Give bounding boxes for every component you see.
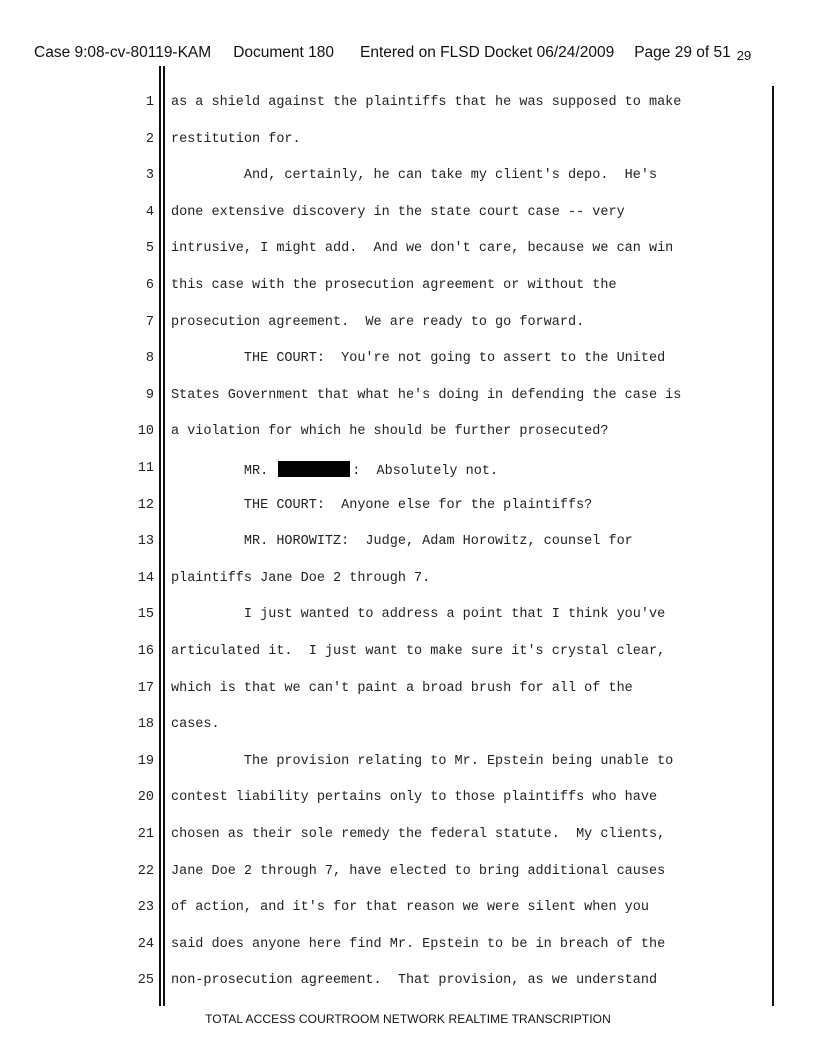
line-text: I just wanted to address a point that I think you've: [171, 607, 666, 623]
document-number: Document 180: [233, 44, 334, 61]
line-number: 19: [137, 753, 154, 769]
line-text: plaintiffs Jane Doe 2 through 7.: [171, 570, 431, 586]
line-text: chosen as their sole remedy the federal statute. My clients,: [171, 827, 666, 842]
line-text: THE COURT: Anyone else for the plaintiffs?: [171, 497, 593, 513]
transcript-line: [0, 343, 816, 380]
line-number: 17: [137, 680, 154, 696]
transcript-line: [0, 453, 816, 490]
transcript-line: [0, 819, 816, 856]
transcript-line: [0, 929, 816, 966]
transcript-line: [0, 709, 816, 746]
transcript-line: [0, 197, 816, 234]
transcript-line: [0, 673, 816, 710]
line-text: contest liability pertains only to those plaintiffs who have: [171, 790, 658, 806]
line-number: 6: [145, 278, 154, 293]
line-text: of action, and it's for that reason we were silent when you: [171, 900, 649, 916]
line-text: THE COURT: You're not going to assert to the United: [171, 351, 666, 367]
line-number: 25: [137, 973, 154, 989]
line-text: this case with the prosecution agreement or without the: [171, 278, 617, 293]
transcript-line: [0, 160, 816, 197]
transcript-line: [0, 892, 816, 929]
speaker-prefix: MR.: [171, 464, 269, 479]
case-number: Case 9:08-cv-80119-KAM: [34, 44, 212, 61]
transcript-line: [0, 124, 816, 161]
transcript-line: [0, 380, 816, 417]
line-text-redacted: [171, 461, 498, 479]
redaction-bar: [278, 461, 350, 477]
line-text: intrusive, I might add. And we don't care, because we can win: [171, 241, 674, 257]
line-text: And, certainly, he can take my client's depo. He's: [171, 168, 658, 184]
transcript-line: [0, 636, 816, 673]
line-text: Jane Doe 2 through 7, have elected to bring additional causes: [171, 863, 666, 879]
line-number: 1: [145, 95, 154, 110]
line-text: which is that we can't paint a broad brush for all of the: [171, 680, 633, 696]
line-text-remainder: : Absolutely not.: [352, 464, 499, 479]
line-text: as a shield against the plaintiffs that he was supposed to make: [171, 95, 682, 110]
line-number: 20: [137, 790, 154, 806]
transcript-line: [0, 563, 816, 600]
transcript-line: [0, 270, 816, 307]
transcript-line: [0, 856, 816, 893]
court-filing-header: [34, 44, 774, 66]
line-text: a violation for which he should be further prosecuted?: [171, 424, 609, 440]
line-text: States Government that what he's doing in defending the case is: [171, 387, 682, 403]
line-number: 21: [137, 827, 154, 842]
line-text: The provision relating to Mr. Epstein being unable to: [171, 753, 674, 769]
line-text: restitution for.: [171, 131, 301, 147]
transcript-page-number: 29: [736, 48, 752, 63]
line-number: 9: [145, 387, 154, 403]
line-number: 22: [137, 863, 154, 879]
page-count: Page 29 of 51: [634, 44, 731, 61]
line-number: 16: [137, 644, 154, 659]
transcript-line: [0, 416, 816, 453]
line-number: 15: [137, 607, 154, 623]
transcription-footer: TOTAL ACCESS COURTROOM NETWORK REALTIME TRANSCRIPTION: [205, 1012, 611, 1026]
line-number: 4: [145, 204, 154, 220]
transcript-line: [0, 526, 816, 563]
line-number: 3: [145, 168, 154, 184]
transcript-line: [0, 307, 816, 344]
docket-entry-date: Entered on FLSD Docket 06/24/2009: [360, 44, 615, 61]
transcript-line: [0, 746, 816, 783]
transcript-line: [0, 782, 816, 819]
line-number: 11: [137, 461, 154, 476]
line-text: MR. HOROWITZ: Judge, Adam Horowitz, counsel for: [171, 534, 633, 550]
line-number: 5: [145, 241, 154, 257]
line-number: 10: [137, 424, 154, 440]
line-number: 23: [137, 900, 154, 916]
line-number: 7: [145, 314, 154, 330]
transcript-line: [0, 490, 816, 527]
line-number: 2: [145, 131, 154, 147]
line-text: cases.: [171, 717, 220, 733]
transcript-line: [0, 599, 816, 636]
line-number: 18: [137, 717, 154, 733]
transcript-line: [0, 87, 816, 124]
transcript-line: [0, 233, 816, 270]
line-number: 13: [137, 534, 154, 550]
line-text: non-prosecution agreement. That provision, as we understand: [171, 973, 658, 989]
line-number: 12: [137, 497, 154, 513]
line-text: said does anyone here find Mr. Epstein to be in breach of the: [171, 936, 666, 952]
transcript-line: [0, 965, 816, 1002]
line-number: 8: [145, 351, 154, 367]
line-text: articulated it. I just want to make sure it's crystal clear,: [171, 644, 666, 659]
line-number: 14: [137, 570, 154, 586]
line-text: prosecution agreement. We are ready to go forward.: [171, 314, 585, 330]
line-text: done extensive discovery in the state court case -- very: [171, 204, 625, 220]
line-number: 24: [137, 936, 154, 952]
